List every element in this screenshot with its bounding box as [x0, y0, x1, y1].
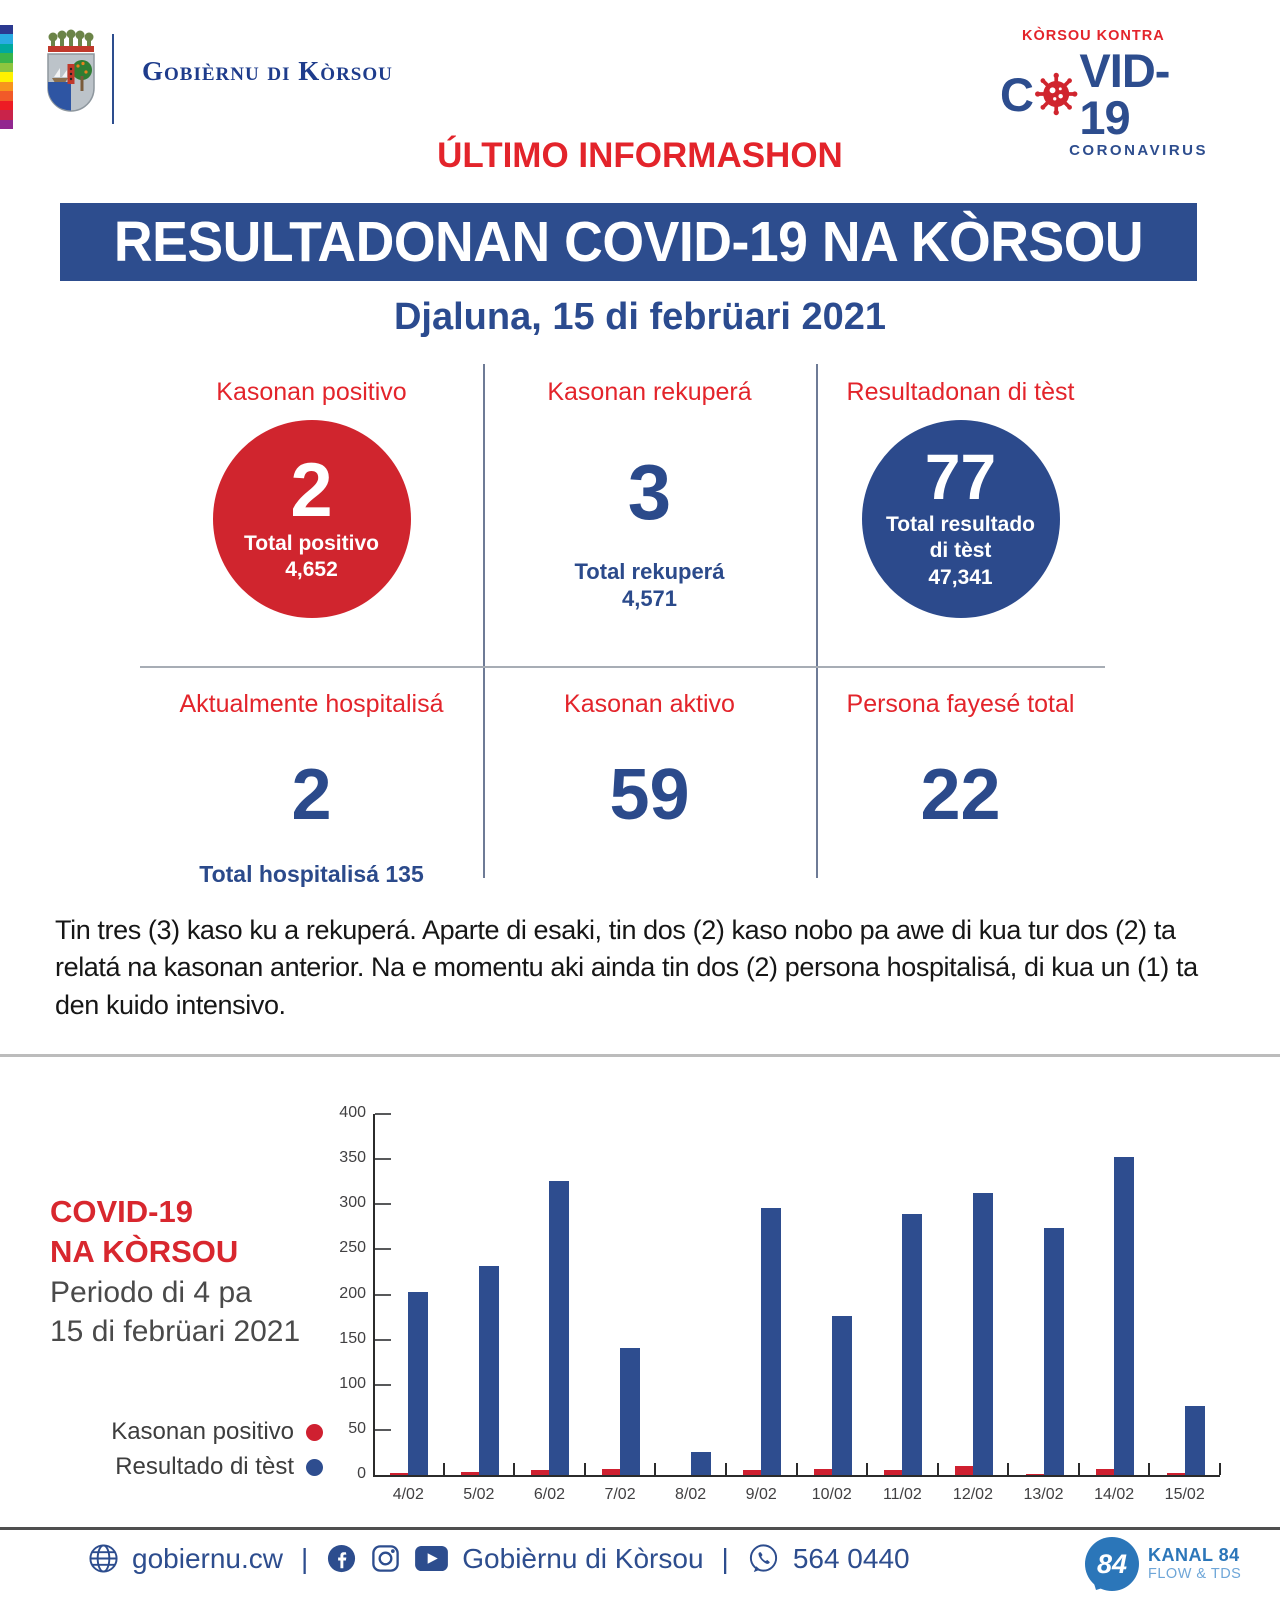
website-link[interactable]: gobiernu.cw [132, 1542, 283, 1574]
x-axis-tick-label: 8/02 [675, 1486, 707, 1503]
stat-value: 3 [627, 448, 672, 536]
stat-heading: Kasonan positivo [216, 378, 407, 406]
stat-total-label-line2: di tèst [929, 539, 992, 563]
chart-bar-positive [1026, 1474, 1044, 1475]
stat-heading: Persona fayesé total [846, 690, 1075, 718]
stat-total-label: Total positivo [244, 531, 379, 555]
x-axis-tick [443, 1463, 445, 1475]
y-axis-tick-label: 150 [339, 1329, 366, 1347]
stat-value: 77 [924, 441, 997, 514]
kanal84-name: KANAL 84 [1148, 1545, 1240, 1566]
stat-recovered-cases [483, 360, 816, 614]
legend-row [85, 1453, 323, 1481]
coronavirus-icon [1034, 71, 1078, 117]
x-axis-tick-label: 12/02 [952, 1486, 993, 1503]
chart-bar-tests [832, 1316, 852, 1475]
y-axis-tick [375, 1429, 391, 1431]
stat-heading: Resultadonan di tèst [846, 378, 1075, 406]
x-axis-tick [1219, 1463, 1221, 1475]
chart-bar-positive [884, 1470, 902, 1475]
x-axis-tick-label: 10/02 [811, 1486, 852, 1503]
y-axis-tick-label: 100 [339, 1374, 366, 1392]
y-axis-tick [375, 1158, 391, 1160]
x-axis-tick-label: 4/02 [392, 1486, 424, 1503]
stat-total-label: Total rekuperá [574, 559, 725, 584]
flag-color-band [0, 53, 13, 62]
social-account-name: Gobièrnu di Kòrsou [462, 1542, 704, 1574]
stat-heading: Kasonan aktivo [564, 690, 735, 718]
x-axis-tick [1148, 1463, 1150, 1475]
stat-heading: Aktualmente hospitalisá [179, 690, 444, 718]
legend-row [85, 1418, 323, 1446]
x-axis-tick [1078, 1463, 1080, 1475]
footer-contact-bar [88, 1542, 910, 1575]
section-divider [0, 1054, 1280, 1057]
stat-test-results [816, 360, 1105, 618]
chart-title-line2: NA KÒRSOU [50, 1234, 239, 1270]
kanal84-text [1148, 1545, 1241, 1582]
chart-bar-tests [973, 1193, 993, 1475]
kanal84-number: 84 [1096, 1548, 1128, 1579]
flag-color-band [0, 82, 13, 91]
legend-label: Kasonan positivo [111, 1418, 294, 1445]
chart-bar-tests [620, 1348, 640, 1475]
chart-bar-tests [1114, 1157, 1134, 1475]
positive-circle-badge [213, 420, 411, 618]
page-title: ÚLTIMO INFORMASHON [437, 136, 843, 175]
x-axis-tick [866, 1463, 868, 1475]
logo-letter-c: C [1000, 67, 1033, 121]
legend-label: Resultado di tèst [115, 1453, 294, 1480]
chart-bar-tests [1044, 1228, 1064, 1475]
y-axis-tick-label: 300 [339, 1194, 366, 1212]
x-axis-tick-label: 6/02 [533, 1486, 566, 1503]
stat-total-value: 4,652 [285, 558, 338, 582]
stat-value: 22 [920, 755, 1001, 835]
y-axis-tick-label: 250 [339, 1239, 366, 1257]
campaign-logo-main [1000, 44, 1215, 144]
x-axis-tick-label: 13/02 [1023, 1486, 1064, 1503]
flag-color-band [0, 34, 13, 43]
kanal84-bubble-icon [1085, 1537, 1139, 1591]
chart-bar-tests [549, 1181, 569, 1475]
y-axis-tick-label: 50 [348, 1419, 366, 1437]
stat-deceased [816, 666, 1105, 835]
chart-bar-positive [955, 1466, 973, 1475]
flag-color-band [0, 72, 13, 81]
youtube-icon[interactable] [414, 1545, 449, 1572]
summary-paragraph: Tin tres (3) kaso ku a rekuperá. Aparte di esaki, tin dos (2) kaso nobo pa awe di kua tur dos (2) ta relatá na kasonan anterior. Na e momentu aki ainda tin dos (2) persona hospitalisá, di kua un (1) ta den kuido intensivo. [55, 915, 1198, 1020]
chart-bar-positive [531, 1470, 549, 1475]
legend-color-dot [306, 1459, 323, 1476]
chart-bar-positive [390, 1473, 408, 1475]
chart-bar-positive [1096, 1469, 1114, 1475]
chart-title-block [50, 1192, 300, 1351]
y-axis-tick-label: 200 [339, 1284, 366, 1302]
stat-value: 59 [609, 755, 690, 835]
campaign-logo-topline: KÒRSOU KONTRA [1022, 28, 1165, 44]
x-axis-tick-label: 7/02 [604, 1486, 636, 1503]
chart-bar-tests [408, 1292, 428, 1475]
x-axis-tick [1007, 1463, 1009, 1475]
chart-bar-tests [1185, 1406, 1205, 1475]
stat-total-label: Total hospitalisá 135 [199, 861, 424, 887]
stat-value: 2 [290, 447, 333, 533]
tests-circle-badge [862, 420, 1060, 618]
flag-color-band [0, 91, 13, 100]
rainbow-flag-strip [0, 25, 13, 129]
y-axis-tick-label: 400 [339, 1104, 366, 1121]
chart-subtitle-line1: Periodo di 4 pa [50, 1275, 252, 1309]
x-axis-tick-label: 11/02 [882, 1486, 922, 1503]
stat-positive-cases [140, 360, 483, 618]
x-axis-tick-label: 15/02 [1164, 1486, 1205, 1503]
logo-vid19: VID-19 [1079, 44, 1170, 144]
globe-icon [88, 1543, 119, 1574]
flag-color-band [0, 63, 13, 72]
chart-legend [85, 1418, 323, 1481]
y-axis-tick-label: 0 [357, 1465, 366, 1482]
chart-bar-tests [479, 1266, 499, 1475]
stat-total-value: 4,571 [621, 586, 678, 611]
x-axis-tick [725, 1463, 727, 1475]
whatsapp-icon[interactable] [747, 1542, 780, 1575]
legend-color-dot [306, 1424, 323, 1441]
bar-chart [330, 1088, 1280, 1528]
chart-title-line1: COVID-19 [50, 1194, 193, 1229]
y-axis-tick [375, 1203, 391, 1205]
facebook-icon[interactable] [326, 1543, 357, 1574]
y-axis-line [373, 1114, 375, 1477]
flag-color-band [0, 44, 13, 53]
stat-total-label-line1: Total resultado [886, 513, 1035, 537]
y-axis-tick-label: 350 [339, 1149, 366, 1167]
banner-text: RESULTADONAN COVID-19 NA KÒRSOU [113, 210, 1144, 274]
chart-bar-positive [602, 1469, 620, 1475]
campaign-logo-subtitle: CORONAVIRUS [1069, 142, 1208, 159]
government-name: Gobièrnu di Kòrsou [142, 56, 393, 86]
kanal84-logo [1085, 1537, 1241, 1591]
stat-total-value: 47,341 [928, 565, 993, 589]
chart-bar-positive [1167, 1473, 1185, 1475]
flag-color-band [0, 101, 13, 110]
x-axis-tick [796, 1463, 798, 1475]
chart-bar-tests [902, 1214, 922, 1475]
y-axis-tick [375, 1248, 391, 1250]
footer-divider [0, 1527, 1280, 1530]
stat-heading: Kasonan rekuperá [547, 378, 752, 406]
footer-separator: | [721, 1542, 729, 1574]
chart-bar-positive [814, 1469, 832, 1475]
instagram-icon[interactable] [370, 1543, 401, 1574]
x-axis-tick-label: 9/02 [745, 1486, 777, 1503]
stat-total-label [886, 512, 1035, 565]
x-axis-tick [584, 1463, 586, 1475]
y-axis-tick [375, 1294, 391, 1296]
y-axis-tick [375, 1339, 391, 1341]
stat-hospitalized [140, 666, 483, 888]
x-axis-tick-label: 5/02 [463, 1486, 495, 1503]
report-date: Djaluna, 15 di febrüari 2021 [393, 296, 887, 338]
x-axis-tick-label: 14/02 [1094, 1486, 1135, 1503]
chart-bar-positive [743, 1470, 761, 1475]
kanal84-tagline: FLOW & TDS [1148, 1566, 1242, 1582]
stat-active-cases [483, 666, 816, 835]
stats-grid [140, 360, 1105, 887]
y-axis-tick [375, 1384, 391, 1386]
stat-value: 2 [291, 755, 332, 835]
y-axis-tick [375, 1113, 391, 1115]
crown-icon [48, 30, 94, 53]
chart-bar-tests [761, 1208, 781, 1475]
chart-bar-positive [461, 1472, 479, 1475]
x-axis-tick [654, 1463, 656, 1475]
chart-subtitle-line2: 15 di febrüari 2021 [50, 1314, 301, 1348]
main-banner [60, 203, 1197, 281]
curacao-coat-of-arms-logo [34, 26, 108, 124]
header-divider [112, 34, 114, 124]
x-axis-line [373, 1475, 1220, 1477]
x-axis-tick [513, 1463, 515, 1475]
x-axis-tick [937, 1463, 939, 1475]
chart-bar-tests [691, 1452, 711, 1475]
flag-color-band [0, 110, 13, 119]
flag-color-band [0, 25, 13, 34]
flag-color-band [0, 120, 13, 129]
phone-number[interactable]: 564 0440 [792, 1542, 910, 1574]
footer-separator: | [300, 1542, 309, 1574]
